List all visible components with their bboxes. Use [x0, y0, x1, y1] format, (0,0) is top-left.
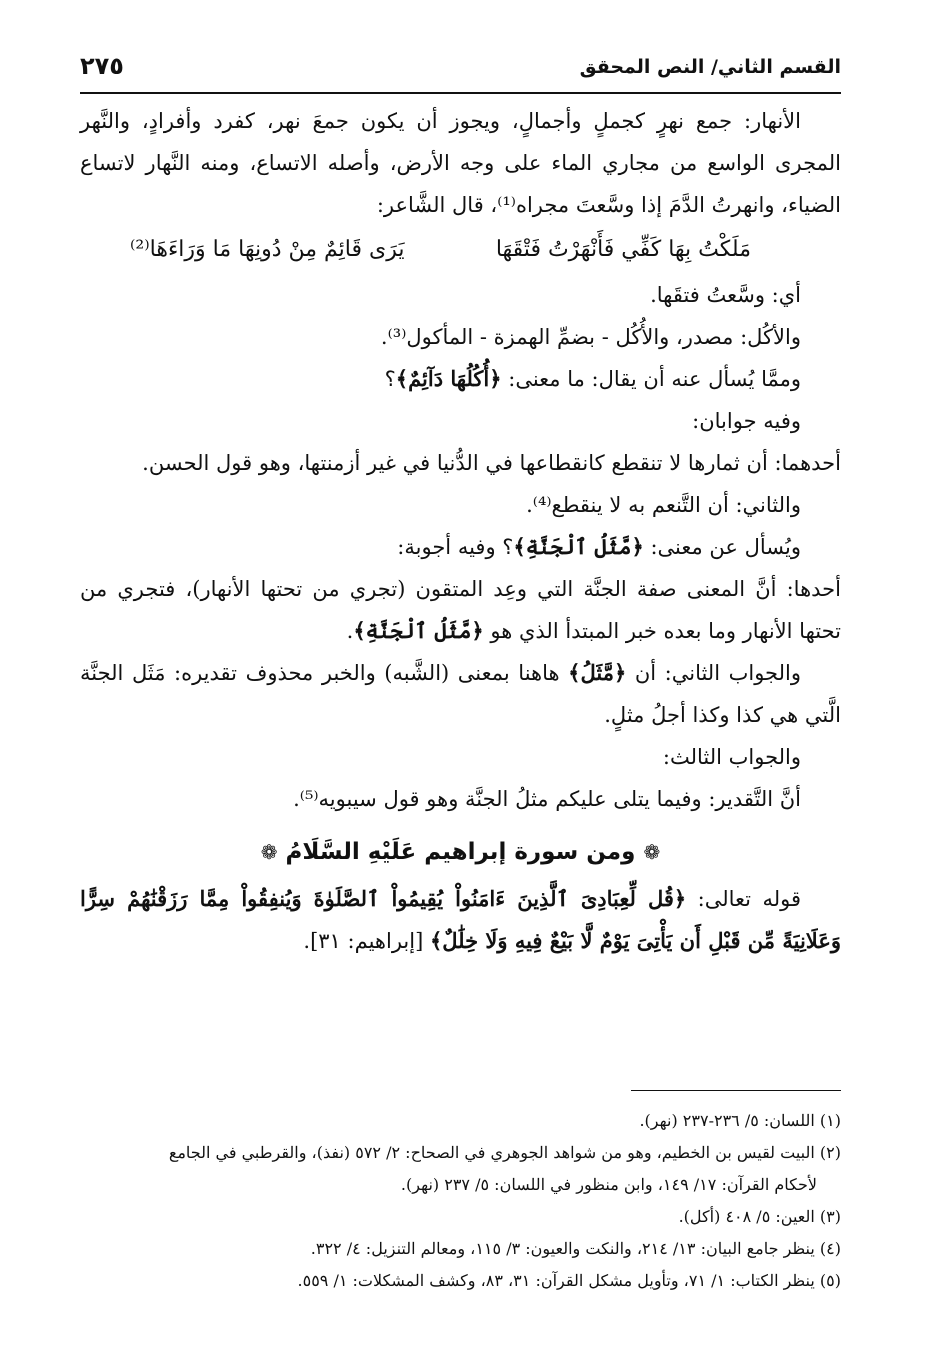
- paragraph-answer-second: والجواب الثاني: أن ﴿مَّثَلُ﴾ هاهنا بمعنى (الشَّبه) والخبر محذوف تقديره: مَثَل الجنَّة الَّتي هي كذا وكذا أجلُ مثلٍ.: [80, 660, 841, 727]
- paragraph-ibrahim-verse: قوله تعالى: ﴿قُل لِّعِبَادِىَ ٱلَّذِينَ ءَامَنُواْ يُقِيمُواْ ٱلصَّلَوٰةَ وَيُنفِقُواْ مِمَّا رَزَقْنَٰهُمْ سِرًّا وَعَلَانِيَةً مِّن قَبْلِ أَن يَأْتِىَ يَوْمٌ لَّا بَيْعٌ فِيهِ وَلَا خِلَٰلٌ﴾ [إبراهيم: ٣١].: [80, 886, 841, 953]
- footnote-1: (١) اللسان: ٥/ ٢٣٦-٢٣٧ (نهر).: [639, 1111, 841, 1130]
- paragraph-question-ukul: وممَّا يُسأل عنه أن يقال: ما معنى: ﴿أُكُلُهَا دَآئِمٌ﴾؟: [384, 366, 801, 391]
- paragraph-answer-two: والثاني: أن التَّنعم به لا ينقطع⁽⁴⁾.: [526, 493, 801, 517]
- quran-quote: ﴿مَّثَلُ ٱلْجَنَّةِ﴾: [513, 534, 644, 559]
- footnote-2: (٢) البيت لقيس بن الخطيم، وهو من شواهد الجوهري في الصحاح: ٢/ ٥٧٢ (نفذ)، والقرطبي في الجامع: [168, 1143, 841, 1162]
- paragraph-answer-third: أنَّ التَّقدير: وفيما يتلى عليكم مثلُ الجنَّة وهو قول سيبويه⁽⁵⁾.: [293, 787, 801, 811]
- quran-quote: ﴿قُل لِّعِبَادِىَ ٱلَّذِينَ ءَامَنُواْ يُقِيمُواْ ٱلصَّلَوٰةَ وَيُنفِقُواْ مِمَّا رَزَقْنَٰهُمْ سِرًّا وَعَلَانِيَةً مِّن قَبْلِ أَن يَأْتِىَ يَوْمٌ لَّا بَيْعٌ فِيهِ وَلَا خِلَٰلٌ﴾: [80, 886, 841, 953]
- paragraph-answer-one: أحدهما: أن ثمارها لا تنقطع كانقطاعها في الدُّنيا في غير أزمنتها، وهو قول الحسن.: [142, 451, 841, 475]
- footnote-3: (٣) العين: ٥/ ٤٠٨ (أكل).: [678, 1207, 841, 1226]
- surah-heading: [80, 830, 841, 874]
- verse-second-hemistich: يَرَى قَائِمٌ مِنْ دُونِهَا مَا وَرَاءَهَا⁽²⁾: [130, 237, 405, 262]
- verse-first-hemistich: مَلَكْتُ بِهَا كَفِّي فَأَنْهَرْتُ فَتْقَهَا: [495, 237, 751, 262]
- running-head: القسم الثاني/ النص المحقق: [579, 56, 841, 78]
- footnotes: [80, 1105, 841, 1297]
- poetry-verse: [80, 226, 841, 274]
- quran-quote: ﴿مَّثَلُ ٱلْجَنَّةِ﴾: [353, 618, 484, 643]
- paragraph-answer-first: أحدها: أنَّ المعنى صفة الجنَّة التي وعِد المتقون (تجري من تحتها الأنهار)، فتجري من تحتها الأنهار وما بعده خبر المبتدأ الذي هو ﴿مَّثَلُ ٱلْجَنَّةِ﴾.: [80, 577, 841, 643]
- paragraph-two-answers: وفيه جوابان:: [692, 409, 801, 433]
- footnote-divider: [631, 1090, 841, 1091]
- paragraph-meaning: أي: وسَّعتُ فتقَها.: [650, 283, 801, 307]
- quran-quote: ﴿مَّثَلُ﴾: [568, 660, 627, 685]
- ornament-icon: ❁: [643, 840, 661, 864]
- footnote-5: (٥) ينظر الكتاب: ١/ ٧١، وتأويل مشكل القرآن: ٣١، ٨٣، وكشف المشكلات: ١/ ٥٥٩.: [297, 1271, 841, 1290]
- page-number: ٢٧٥: [80, 52, 124, 80]
- paragraph-question-mathal: ويُسأل عن معنى: ﴿مَّثَلُ ٱلْجَنَّةِ﴾؟ وفيه أجوبة:: [397, 534, 801, 559]
- surah-heading-text: ومن سورة إبراهيم عَلَيْهِ السَّلَامُ: [285, 839, 636, 865]
- page-header: [80, 52, 841, 94]
- footnote-2-continued: لأحكام القرآن: ١٧/ ١٤٩، وابن منظور في اللسان: ٥/ ٢٣٧ (نهر).: [400, 1175, 817, 1194]
- paragraph-answer-third-label: والجواب الثالث:: [662, 745, 801, 769]
- footnote-4: (٤) ينظر جامع البيان: ١٣/ ٢١٤، والنكت والعيون: ٣/ ١١٥، ومعالم التنزيل: ٤/ ٣٢٢.: [310, 1239, 841, 1258]
- ornament-icon: ❁: [260, 840, 278, 864]
- paragraph-anhar: الأنهار: جمع نهرٍ كجملٍ وأجمالٍ، ويجوز أن يكون جمعَ نهر، كفرد وأفرادٍ، والنَّهر المجرى الواسع من مجاري الماء على وجه الأرض، وأصله الاتساع، ومنه النَّهار لاتساع الضياء، وانهرتُ الدَّمَ إذا وسَّعتَ مجراه⁽¹⁾، قال الشَّاعر:: [80, 109, 841, 217]
- paragraph-ukul: والأكُل: مصدر، والأُكُل - بضمِّ الهمزة - المأكول⁽³⁾.: [380, 325, 801, 349]
- main-text: [80, 100, 841, 962]
- quran-quote: ﴿أُكُلُهَا دَآئِمٌ﴾: [395, 366, 502, 391]
